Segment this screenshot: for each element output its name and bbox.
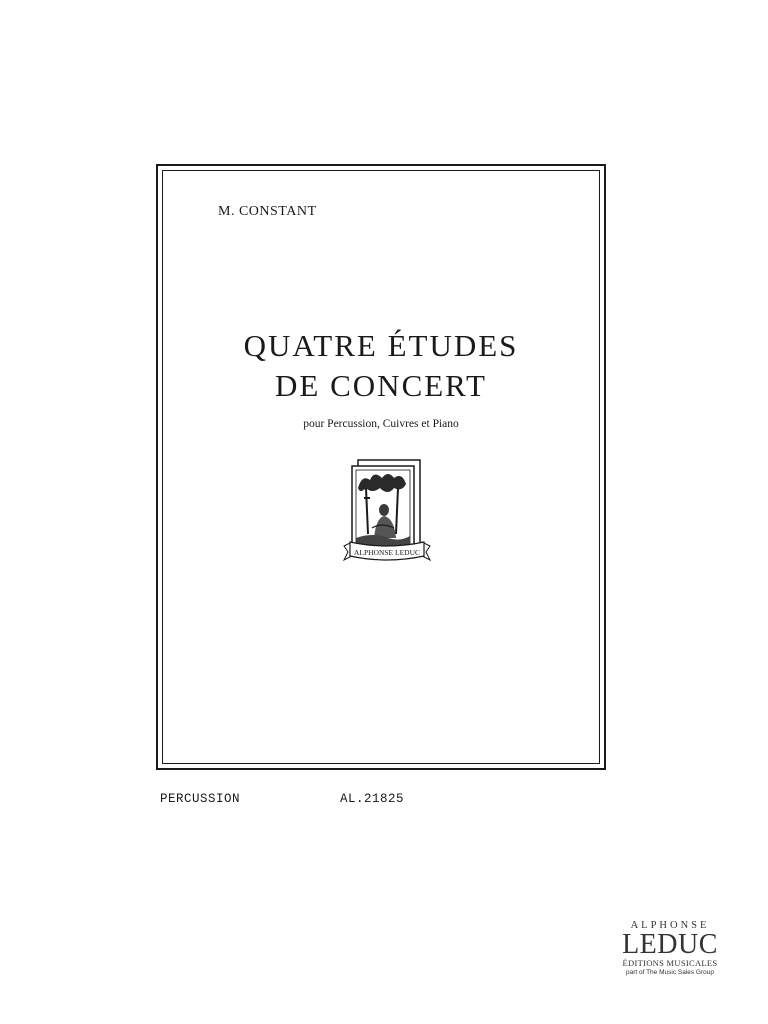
subtitle: pour Percussion, Cuivres et Piano xyxy=(303,418,459,430)
emblem-ribbon-text: ALPHONSE LEDUC xyxy=(353,548,421,557)
publisher-logo-line-3: ÉDITIONS MUSICALES xyxy=(622,958,718,968)
title-line-2: DE CONCERT xyxy=(275,368,487,403)
publisher-logo xyxy=(608,920,732,977)
publisher-logo-line-4: part of The Music Sales Group xyxy=(625,969,715,976)
publisher-logo-line-2: LEDUC xyxy=(622,929,718,960)
composer-name: M. CONSTANT xyxy=(218,204,317,219)
instrument-label: PERCUSSION xyxy=(160,792,241,806)
title-line-1: QUATRE ÉTUDES xyxy=(243,328,519,363)
alphonse-leduc-emblem-icon xyxy=(342,458,432,570)
catalog-number: AL.21825 xyxy=(340,792,405,806)
publisher-logo-line-1: ALPHONSE xyxy=(630,920,710,931)
